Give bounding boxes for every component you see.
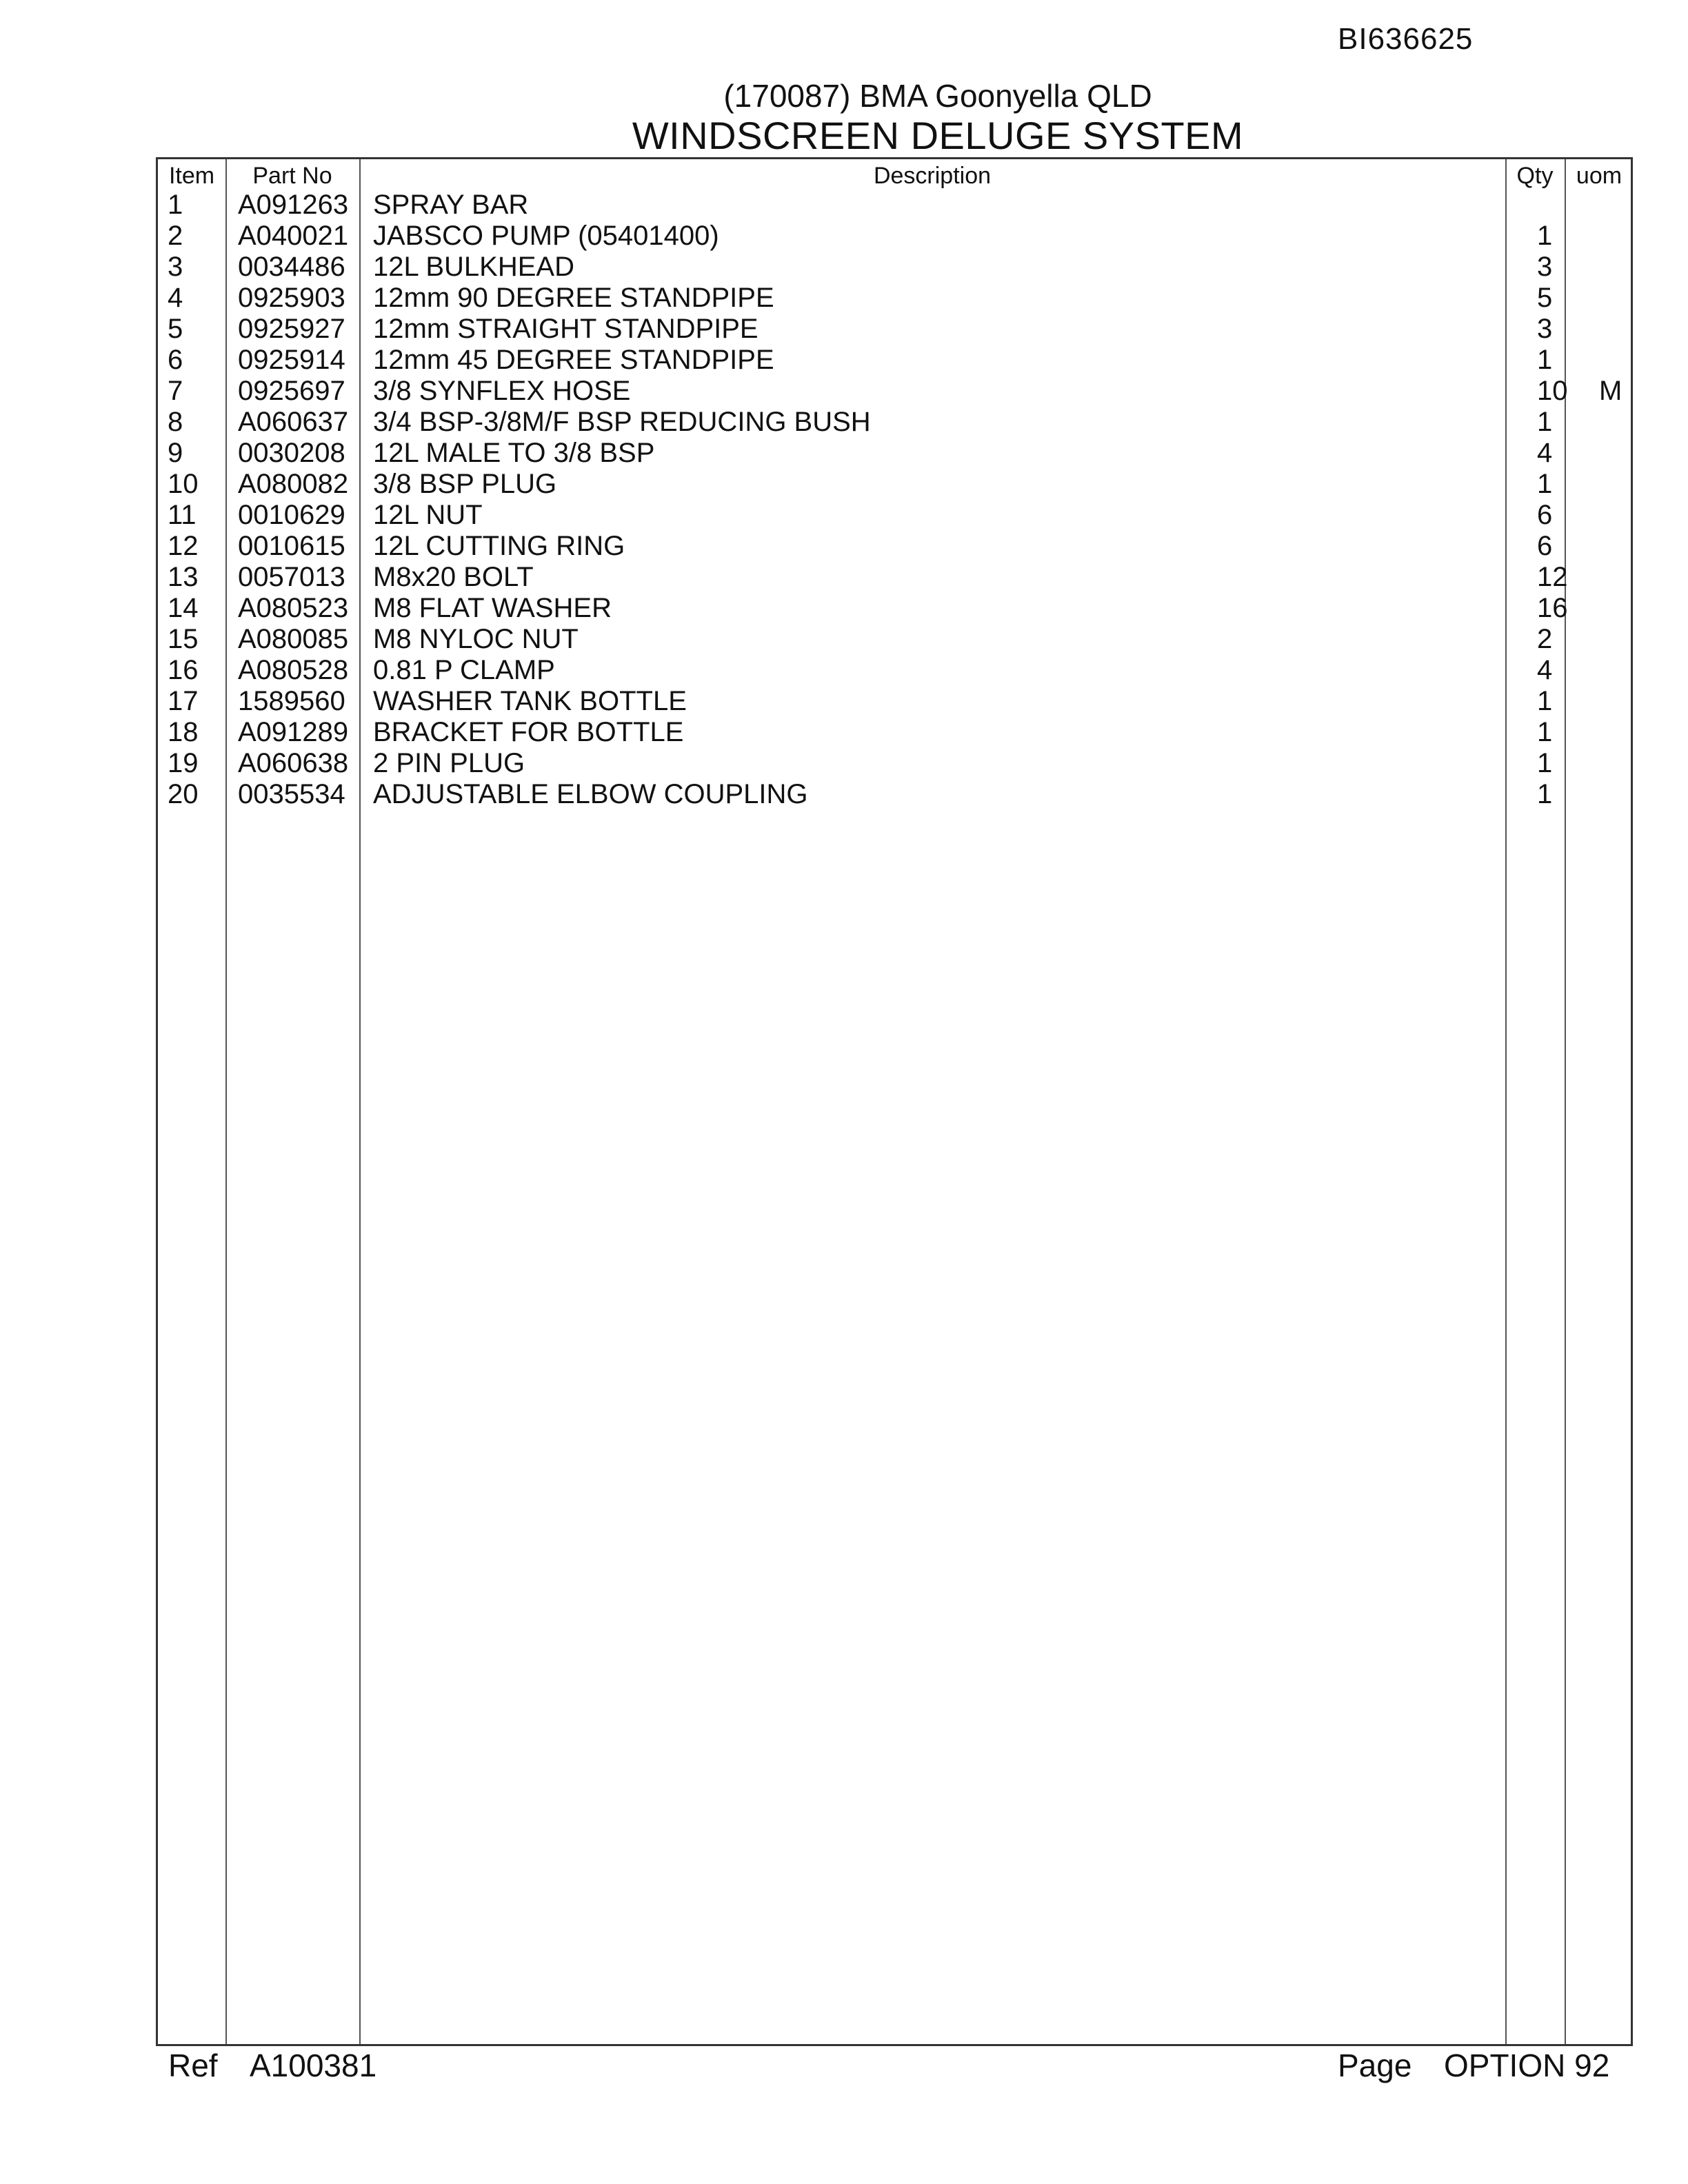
quantity: 4: [1537, 655, 1553, 685]
part-number: 0925697: [238, 376, 345, 406]
item-number: 9: [168, 438, 183, 468]
item-number: 5: [168, 314, 183, 344]
part-description: 12L NUT: [373, 500, 483, 530]
quantity: 2: [1537, 624, 1553, 654]
table-row: [158, 252, 1631, 283]
part-number: A080085: [238, 624, 349, 654]
part-description: 3/8 BSP PLUG: [373, 469, 557, 499]
item-number: 17: [168, 686, 199, 716]
part-description: BRACKET FOR BOTTLE: [373, 717, 684, 747]
quantity: 1: [1537, 748, 1553, 778]
part-number: A060638: [238, 748, 349, 778]
part-description: 12L BULKHEAD: [373, 252, 574, 282]
column-header-item: Item: [168, 163, 215, 189]
quantity: 1: [1537, 717, 1553, 747]
part-number: A040021: [238, 221, 349, 251]
part-number: 0030208: [238, 438, 345, 468]
part-number: A080082: [238, 469, 349, 499]
part-description: M8x20 BOLT: [373, 562, 534, 592]
part-number: A080528: [238, 655, 349, 685]
page-label: Page: [1338, 2048, 1412, 2083]
item-number: 8: [168, 407, 183, 437]
part-number: 1589560: [238, 686, 345, 716]
column-header-part-no: Part No: [252, 163, 332, 189]
quantity: 4: [1537, 438, 1553, 468]
item-number: 7: [168, 376, 183, 406]
quantity: 10: [1537, 376, 1568, 406]
item-number: 16: [168, 655, 199, 685]
part-number: 0057013: [238, 562, 345, 592]
quantity: 5: [1537, 283, 1553, 313]
table-row: [158, 500, 1631, 531]
part-number: 0925914: [238, 345, 345, 375]
part-description: SPRAY BAR: [373, 190, 529, 220]
part-number: 0010629: [238, 500, 345, 530]
item-number: 6: [168, 345, 183, 375]
quantity: 1: [1537, 469, 1553, 499]
table-row: [158, 376, 1631, 407]
column-header-uom: uom: [1576, 163, 1622, 189]
item-number: 18: [168, 717, 199, 747]
item-number: 14: [168, 593, 199, 623]
table-row: [158, 779, 1631, 810]
table-row: [158, 314, 1631, 345]
part-description: 12L MALE TO 3/8 BSP: [373, 438, 655, 468]
table-row: [158, 407, 1631, 438]
item-number: 3: [168, 252, 183, 282]
item-number: 13: [168, 562, 199, 592]
ref-label: Ref: [168, 2048, 218, 2083]
part-number: 0925903: [238, 283, 345, 313]
quantity: 3: [1537, 252, 1553, 282]
table-row: [158, 655, 1631, 686]
part-number: A091289: [238, 717, 349, 747]
table-row: [158, 717, 1631, 748]
part-number: A080523: [238, 593, 349, 623]
item-number: 12: [168, 531, 199, 561]
table-row: [158, 190, 1631, 221]
part-number: A091263: [238, 190, 349, 220]
table-row: [158, 686, 1631, 717]
part-description: M8 FLAT WASHER: [373, 593, 612, 623]
page-title: WINDSCREEN DELUGE SYSTEM: [632, 114, 1244, 157]
quantity: 12: [1537, 562, 1568, 592]
quantity: 6: [1537, 531, 1553, 561]
table-row: [158, 562, 1631, 593]
quantity: 6: [1537, 500, 1553, 530]
ref-value: A100381: [250, 2048, 377, 2083]
table-row: [158, 469, 1631, 500]
part-number: A060637: [238, 407, 349, 437]
table-row: [158, 748, 1631, 779]
part-description: 12L CUTTING RING: [373, 531, 625, 561]
column-header-description: Description: [873, 163, 992, 189]
quantity: 3: [1537, 314, 1553, 344]
document-id: BI636625: [1338, 22, 1474, 56]
part-number: 0035534: [238, 779, 345, 809]
part-description: 3/8 SYNFLEX HOSE: [373, 376, 631, 406]
part-description: WASHER TANK BOTTLE: [373, 686, 687, 716]
quantity: 1: [1537, 779, 1553, 809]
quantity: 1: [1537, 221, 1553, 251]
table-row: [158, 345, 1631, 376]
table-row: [158, 593, 1631, 624]
part-description: 3/4 BSP-3/8M/F BSP REDUCING BUSH: [373, 407, 871, 437]
quantity: 1: [1537, 345, 1553, 375]
quantity: 1: [1537, 686, 1553, 716]
item-number: 15: [168, 624, 199, 654]
item-number: 1: [168, 190, 183, 220]
item-number: 11: [168, 500, 197, 530]
item-number: 19: [168, 748, 199, 778]
part-description: 12mm STRAIGHT STANDPIPE: [373, 314, 758, 344]
part-description: M8 NYLOC NUT: [373, 624, 579, 654]
item-number: 20: [168, 779, 199, 809]
parts-table: [156, 157, 1633, 2046]
part-description: ADJUSTABLE ELBOW COUPLING: [373, 779, 808, 809]
part-number: 0034486: [238, 252, 345, 282]
part-number: 0010615: [238, 531, 345, 561]
page-value: OPTION 92: [1444, 2048, 1610, 2083]
table-row: [158, 221, 1631, 252]
table-row: [158, 624, 1631, 655]
item-number: 10: [168, 469, 199, 499]
item-number: 2: [168, 221, 183, 251]
part-description: JABSCO PUMP (05401400): [373, 221, 719, 251]
part-description: 12mm 90 DEGREE STANDPIPE: [373, 283, 774, 313]
table-row: [158, 531, 1631, 562]
table-row: [158, 438, 1631, 469]
quantity: 1: [1537, 407, 1553, 437]
part-description: 2 PIN PLUG: [373, 748, 525, 778]
quantity: 16: [1537, 593, 1568, 623]
part-number: 0925927: [238, 314, 345, 344]
part-description: 12mm 45 DEGREE STANDPIPE: [373, 345, 774, 375]
part-description: 0.81 P CLAMP: [373, 655, 555, 685]
unit-of-measure: M: [1599, 376, 1622, 406]
site-title: (170087) BMA Goonyella QLD: [723, 78, 1152, 114]
table-row: [158, 283, 1631, 314]
column-header-qty: Qty: [1516, 163, 1554, 189]
item-number: 4: [168, 283, 183, 313]
